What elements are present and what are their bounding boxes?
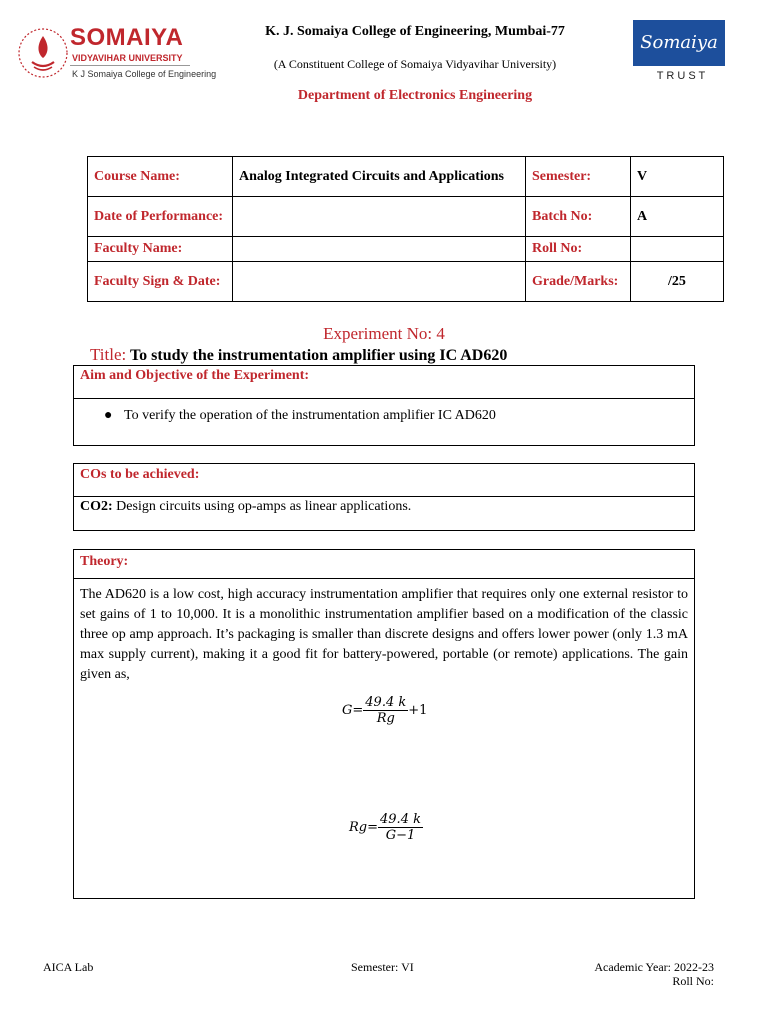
course-info-table bbox=[87, 156, 724, 302]
title-label: Title: bbox=[90, 345, 127, 364]
roll-no-label: Roll No: bbox=[526, 237, 631, 262]
footer-semester: Semester: VI bbox=[351, 960, 414, 974]
aim-list bbox=[74, 399, 694, 424]
footer-roll: Roll No: bbox=[672, 974, 714, 988]
aim-heading: Aim and Objective of the Experiment: bbox=[74, 366, 694, 399]
brand-name: SOMAIYA bbox=[70, 24, 184, 51]
trust-label: T R U S T bbox=[656, 70, 706, 82]
trust-script: Somaiya bbox=[633, 20, 725, 66]
faculty-name-value bbox=[233, 237, 526, 262]
eq2-numerator: 49.4 k bbox=[380, 812, 421, 827]
grade-value: /25 bbox=[631, 262, 724, 302]
gain-equation bbox=[342, 695, 427, 726]
experiment-title bbox=[90, 345, 507, 365]
course-name-value: Analog Integrated Circuits and Applications bbox=[233, 157, 526, 197]
co-code: CO2: bbox=[80, 499, 113, 514]
university-name: VIDYAVIHAR UNIVERSITY bbox=[72, 53, 183, 63]
eq2-lhs: Rg= bbox=[349, 820, 379, 835]
faculty-name-label: Faculty Name: bbox=[88, 237, 233, 262]
date-label: Date of Performance: bbox=[88, 197, 233, 237]
eq2-fraction bbox=[378, 812, 423, 843]
batch-label: Batch No: bbox=[526, 197, 631, 237]
batch-value: A bbox=[631, 197, 724, 237]
footer-lab: AICA Lab bbox=[43, 960, 94, 974]
experiment-number: Experiment No: 4 bbox=[323, 324, 445, 343]
faculty-sign-label: Faculty Sign & Date: bbox=[88, 262, 233, 302]
college-subtitle: (A Constituent College of Somaiya Vidyavihar University) bbox=[273, 57, 557, 71]
title-text: To study the instrumentation amplifier using IC AD620 bbox=[129, 347, 508, 364]
semester-label: Semester: bbox=[526, 157, 631, 197]
date-value bbox=[233, 197, 526, 237]
cos-heading: COs to be achieved: bbox=[74, 464, 694, 497]
college-name: K J Somaiya College of Engineering bbox=[72, 69, 217, 79]
roll-no-value bbox=[631, 237, 724, 262]
aim-item: To verify the operation of the instrumentation amplifier IC AD620 bbox=[124, 408, 496, 423]
cos-content bbox=[74, 497, 694, 517]
rg-equation bbox=[349, 812, 423, 843]
somaiya-university-logo bbox=[14, 22, 219, 86]
somaiya-trust-logo bbox=[629, 20, 729, 88]
grade-label: Grade/Marks: bbox=[526, 262, 631, 302]
college-title: K. J. Somaiya College of Engineering, Mumbai-77 bbox=[265, 24, 565, 39]
eq1-fraction bbox=[363, 695, 408, 726]
bullet-icon: ● bbox=[104, 408, 113, 423]
theory-heading: Theory: bbox=[74, 550, 694, 579]
semester-value: V bbox=[631, 157, 724, 197]
faculty-sign-value bbox=[233, 262, 526, 302]
eq1-lhs: G= bbox=[342, 703, 364, 718]
theory-paragraph: The AD620 is a low cost, high accuracy instrumentation amplifier that requires only one external resistor to set gains of 1 to 10,000. It is a monolithic instrumentation amplifier based on a modification of the classic three op amp approach. It’s packaging is smaller than discrete designs and offers lower power (only 1.3 mA max supply current), making it a good fit for battery-powered, portable (or remote) applications. The gain given as, bbox=[80, 587, 688, 682]
eq1-numerator: 49.4 k bbox=[365, 695, 407, 710]
eq1-denominator: Rg bbox=[376, 711, 395, 726]
footer-year: Academic Year: 2022-23 bbox=[594, 960, 714, 974]
co-text: Design circuits using op-amps as linear applications. bbox=[116, 499, 412, 514]
theory-section bbox=[73, 549, 695, 899]
cos-section bbox=[73, 463, 695, 531]
aim-section bbox=[73, 365, 695, 446]
course-name-label: Course Name: bbox=[88, 157, 233, 197]
flame-seal-icon bbox=[14, 22, 72, 84]
eq2-denominator: G−1 bbox=[385, 828, 416, 843]
department-name: Department of Electronics Engineering bbox=[297, 88, 533, 103]
eq1-rhs: +1 bbox=[408, 703, 428, 718]
